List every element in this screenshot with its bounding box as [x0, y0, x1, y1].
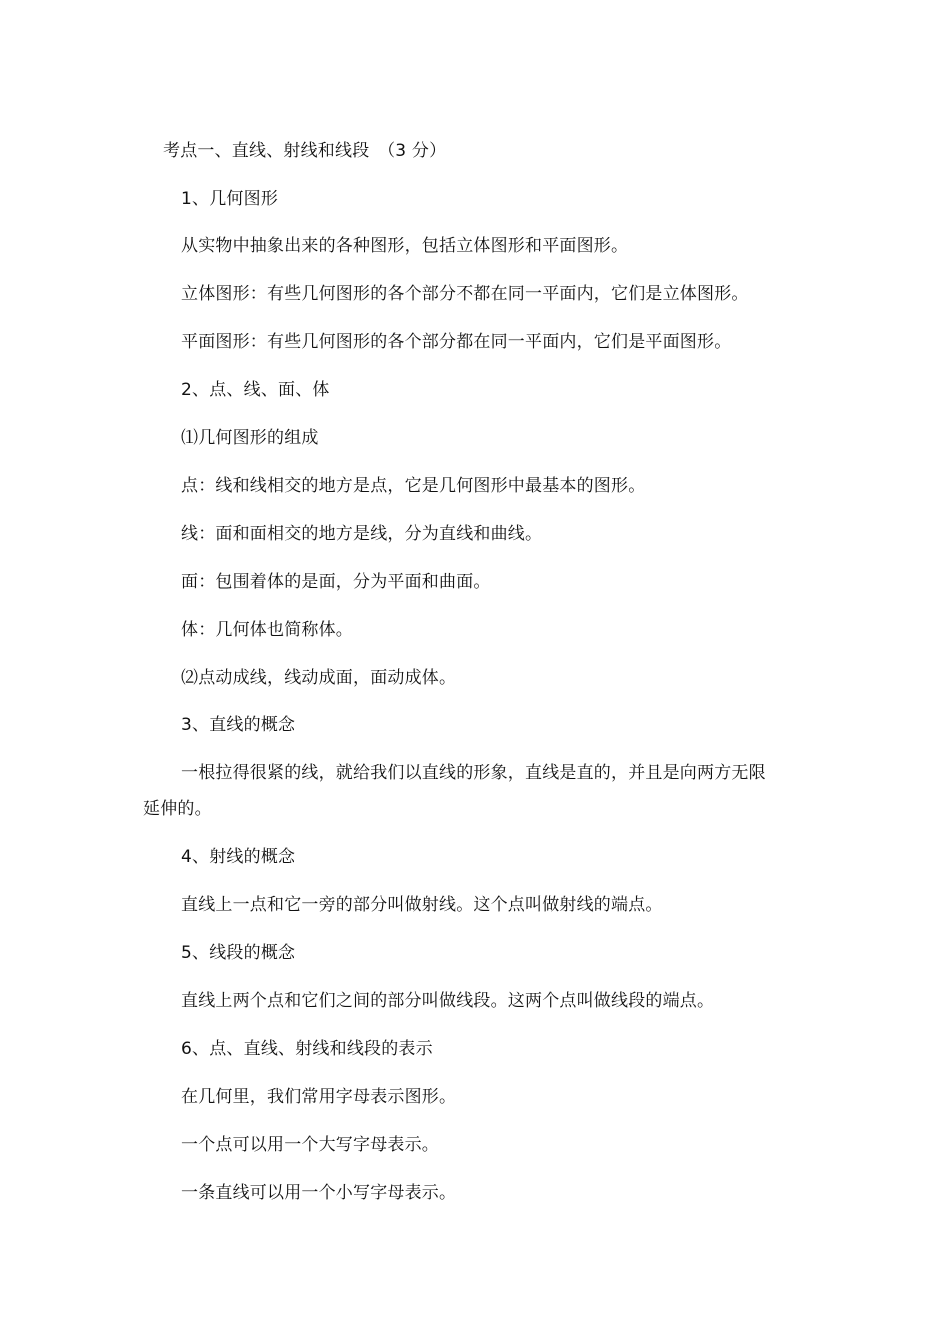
paragraph-line: 线：面和面相交的地方是线，分为直线和曲线。: [181, 524, 543, 544]
paragraph-plane-figures: 平面图形：有些几何图形的各个部分都在同一平面内，它们是平面图形。: [181, 332, 732, 352]
paragraph-segment: 直线上两个点和它们之间的部分叫做线段。这两个点叫做线段的端点。: [181, 991, 715, 1011]
paragraph-notation-line: 一条直线可以用一个小写字母表示。: [181, 1183, 457, 1203]
paragraph-surface: 面：包围着体的是面，分为平面和曲面。: [181, 572, 491, 592]
paragraph-notation-point: 一个点可以用一个大写字母表示。: [181, 1135, 439, 1155]
paragraph-notation-letters: 在几何里，我们常用字母表示图形。: [181, 1087, 457, 1107]
paragraph-ray: 直线上一点和它一旁的部分叫做射线。这个点叫做射线的端点。: [181, 895, 663, 915]
subheading-motion: ⑵点动成线，线动成面，面动成体。: [181, 668, 457, 688]
paragraph-straight-line-line2: 延伸的。: [143, 799, 212, 819]
paragraph-solid-figures: 立体图形：有些几何图形的各个部分不都在同一平面内，它们是立体图形。: [181, 284, 749, 304]
paragraph-point: 点：线和线相交的地方是点，它是几何图形中最基本的图形。: [181, 476, 646, 496]
heading-straight-line: 3、直线的概念: [181, 715, 296, 735]
subheading-composition: ⑴几何图形的组成: [181, 428, 319, 448]
paragraph-figures-definition: 从实物中抽象出来的各种图形，包括立体图形和平面图形。: [181, 236, 629, 256]
heading-ray: 4、射线的概念: [181, 847, 296, 867]
paragraph-straight-line-line1: 一根拉得很紧的线，就给我们以直线的形象，直线是直的，并且是向两方无限: [181, 763, 766, 783]
section-title: 考点一、直线、射线和线段 （3 分）: [163, 141, 447, 161]
heading-geometric-figures: 1、几何图形: [181, 189, 279, 209]
heading-notation: 6、点、直线、射线和线段的表示: [181, 1039, 433, 1059]
heading-point-line-surface-solid: 2、点、线、面、体: [181, 380, 330, 400]
heading-segment: 5、线段的概念: [181, 943, 296, 963]
paragraph-solid: 体：几何体也简称体。: [181, 620, 353, 640]
